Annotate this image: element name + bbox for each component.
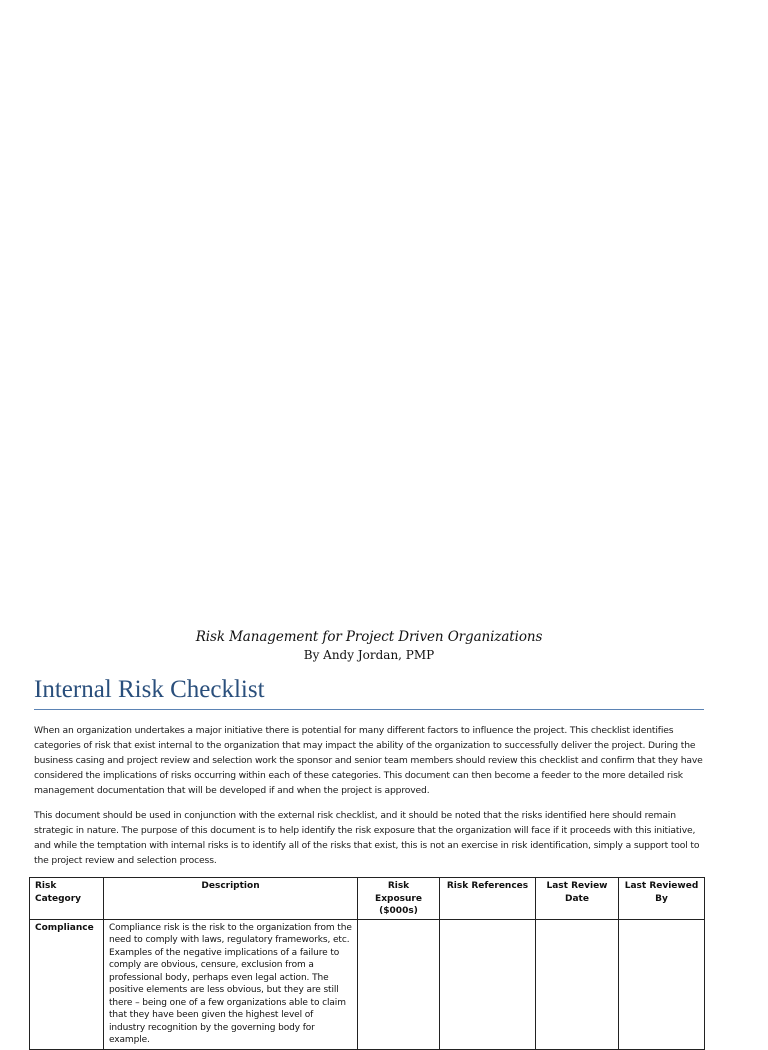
column-header-risk-references: Risk References (440, 878, 536, 920)
table-header-row (30, 878, 705, 920)
header-title: Risk Management for Project Driven Organizations (195, 629, 543, 645)
last-review-date-cell[interactable] (536, 919, 619, 1049)
column-header-risk-exposure: Risk Exposure ($000s) (358, 878, 440, 920)
column-header-description: Description (104, 878, 358, 920)
risk-category-cell: Compliance (30, 919, 104, 1049)
last-reviewed-by-cell[interactable] (619, 919, 705, 1049)
header-author: By Andy Jordan, PMP (303, 648, 435, 662)
column-header-risk-category: Risk Category (30, 878, 104, 920)
column-header-last-reviewed-by: Last Reviewed By (619, 878, 705, 920)
intro-paragraph: When an organization undertakes a major initiative there is potential for many different factors to influence the project. This checklist identifies categories of risk that exist internal to the organization that may impact the ability of the organization to successfully deliver the project. During the business casing and project review and selection work the sponsor and senior team members should review this checklist and confirm that they have considered the implications of risks occurring within each of these categories. This document can then become a feeder to the more detailed risk management documentation that will be developed if and when the project is approved. (34, 725, 703, 796)
description-cell: Compliance risk is the risk to the organization from the need to comply with laws, regulatory frameworks, etc. Examples of the negative implications of a failure to comply are obvious, censure, exclusion from a professional body, perhaps even legal action. The positive elements are less obvious, but they are still there – being one of a few organizations able to claim that they have been given the highest level of industry recognition by the governing body for example. (104, 919, 358, 1049)
risk-exposure-cell[interactable] (358, 919, 440, 1049)
column-header-last-review-date: Last Review Date (536, 878, 619, 920)
page-header (0, 628, 738, 663)
table-row (30, 919, 705, 1049)
title-divider (34, 709, 704, 710)
document-title: Internal Risk Checklist (34, 676, 265, 703)
usage-paragraph: This document should be used in conjunction with the external risk checklist, and it should be noted that the risks identified here should remain strategic in nature. The purpose of this document is to help identify the risk exposure that the organization will face if it proceeds with this initiative, and while the temptation with internal risks is to identify all of the risks that exist, this is not an exercise in risk identification, simply a support tool to the project review and selection process. (34, 810, 700, 866)
risk-references-cell[interactable] (440, 919, 536, 1049)
